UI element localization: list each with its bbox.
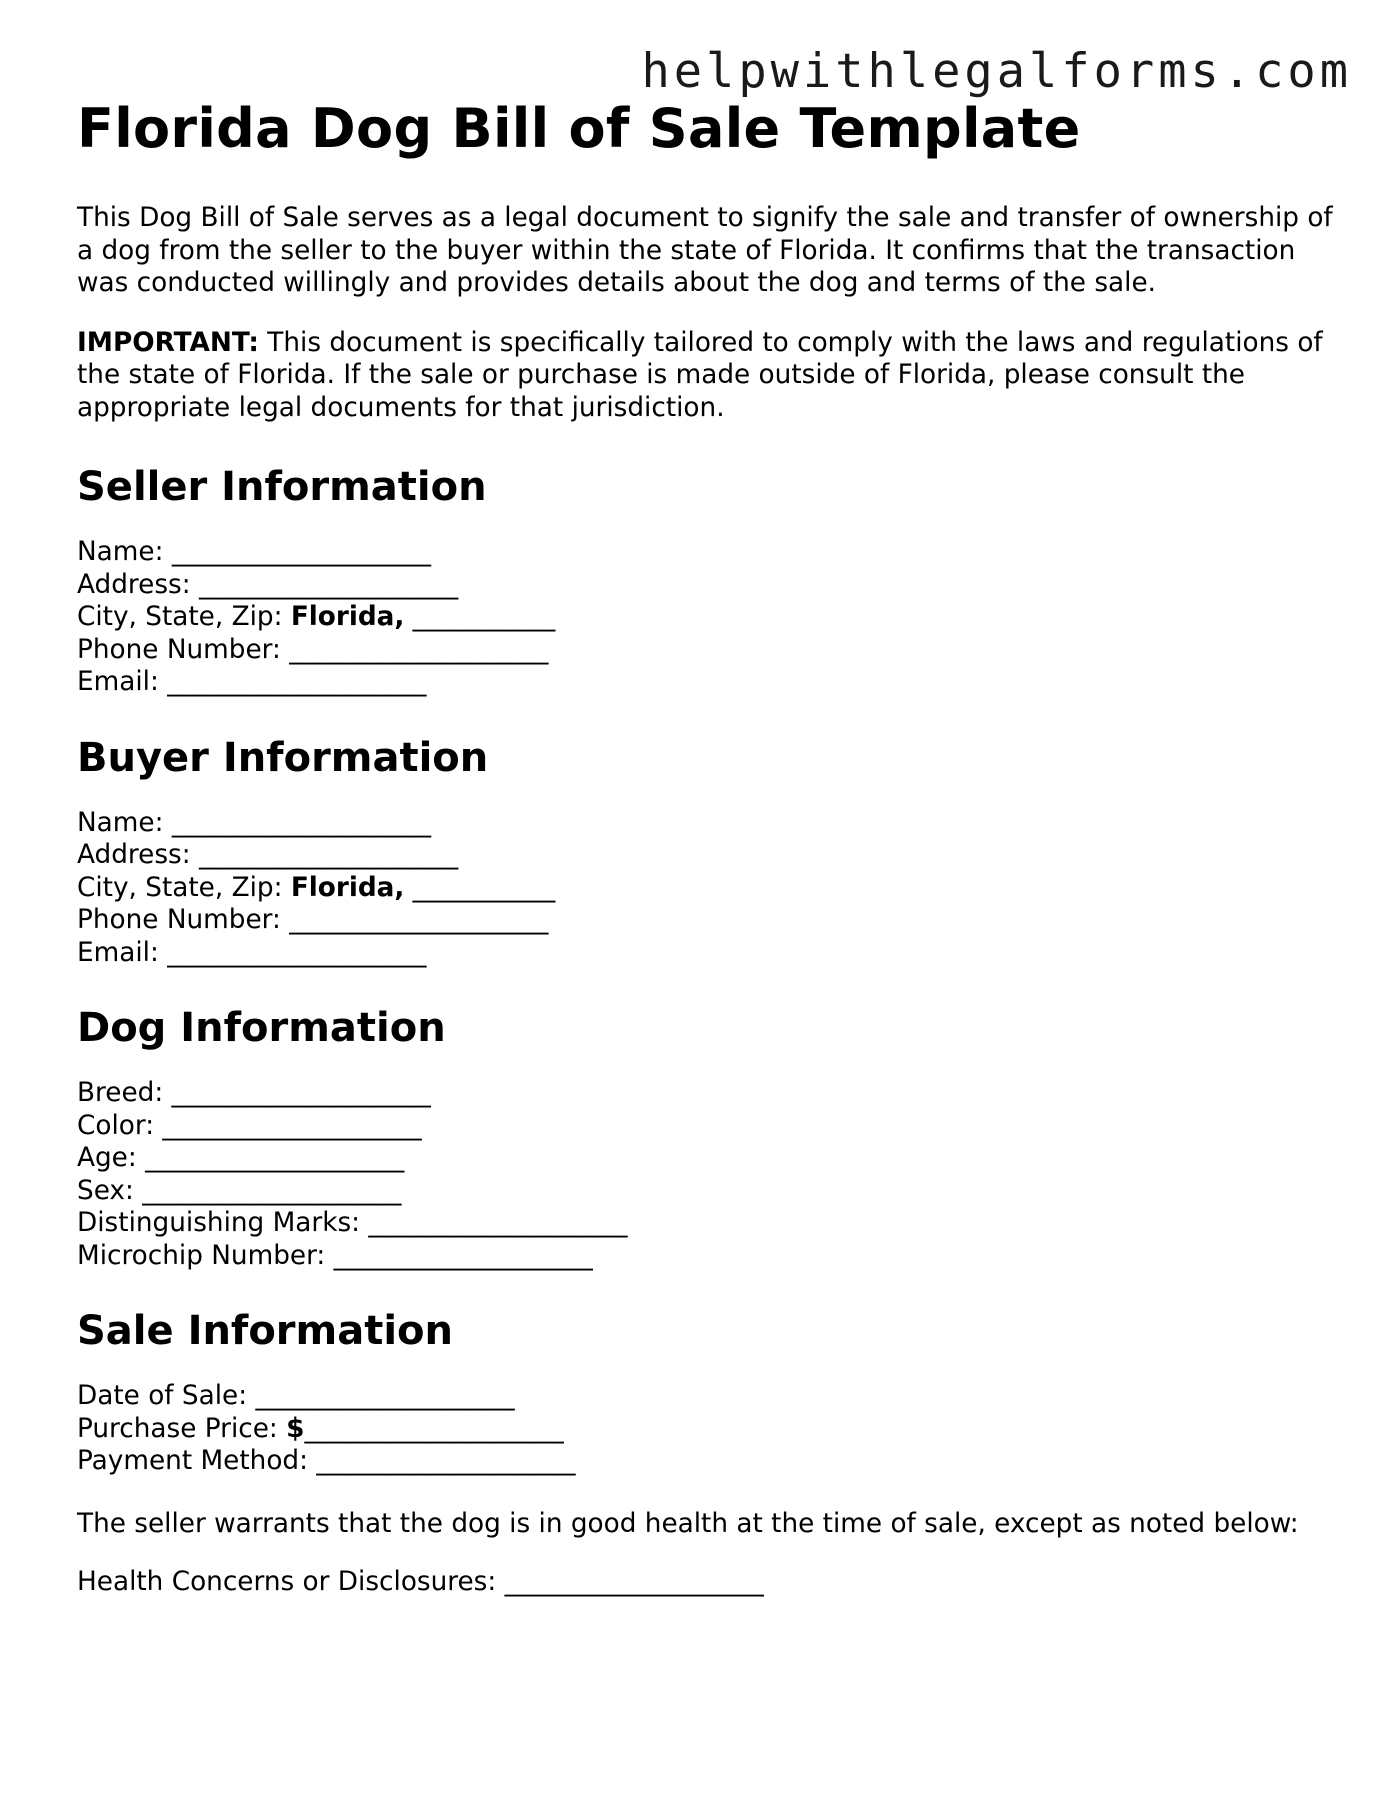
blank-line[interactable]: ____________________	[145, 1143, 405, 1173]
sale-price-field[interactable]	[77, 1413, 1337, 1446]
state-value: Florida,	[290, 872, 405, 903]
field-label: Email:	[77, 937, 168, 968]
blank-line[interactable]: ____________________	[368, 1208, 628, 1238]
field-label: Color:	[77, 1110, 163, 1141]
document-page	[77, 94, 1337, 1633]
field-label: Name:	[77, 537, 172, 567]
field-label: Microchip Number:	[77, 1240, 334, 1271]
seller-email-field[interactable]	[77, 666, 1337, 699]
dog-color-field[interactable]	[77, 1110, 1337, 1143]
buyer-phone-field[interactable]	[77, 904, 1337, 937]
buyer-city-field[interactable]	[77, 872, 1337, 905]
buyer-email-field[interactable]	[77, 937, 1337, 970]
blank-line[interactable]: ___________	[404, 872, 556, 903]
sale-method-field[interactable]	[77, 1445, 1337, 1478]
blank-line[interactable]: ____________________	[304, 1413, 564, 1444]
intro-paragraph: This Dog Bill of Sale serves as a legal document to signify the sale and transfer of ownership of a dog from the seller to the buyer within the state of Florida. It confirms that the transaction was conducted willingly and provides details about the dog and terms of the sale.	[77, 203, 1333, 298]
page-title: Florida Dog Bill of Sale Template	[77, 97, 1081, 160]
blank-line[interactable]: ____________________	[171, 1078, 431, 1108]
important-notice	[77, 327, 1337, 425]
blank-line[interactable]: ____________________	[167, 937, 427, 968]
blank-line[interactable]: ____________________	[289, 905, 549, 935]
dog-breed-field[interactable]	[77, 1077, 1337, 1110]
field-label: Phone Number:	[77, 634, 290, 665]
important-label: IMPORTANT:	[77, 327, 259, 358]
blank-line[interactable]: ____________________	[142, 1175, 402, 1206]
seller-heading: Seller Information	[77, 464, 487, 510]
warranty-paragraph: The seller warrants that the dog is in good health at the time of sale, except as noted below:	[77, 1508, 1299, 1539]
blank-line[interactable]: ___________	[404, 602, 556, 632]
blank-line[interactable]: ____________________	[167, 667, 427, 697]
seller-fields	[77, 536, 1337, 699]
field-label: Distinguishing Marks:	[77, 1208, 369, 1238]
field-label: Email:	[77, 667, 168, 697]
blank-line[interactable]: ____________________	[289, 634, 549, 665]
field-label: Age:	[77, 1143, 146, 1173]
blank-line[interactable]: ____________________	[316, 1446, 576, 1476]
sale-fields	[77, 1380, 1337, 1478]
dog-fields	[77, 1077, 1337, 1272]
seller-city-field[interactable]	[77, 601, 1337, 634]
blank-line[interactable]: ____________________	[504, 1567, 764, 1597]
dog-heading: Dog Information	[77, 1005, 446, 1051]
field-label: Payment Method:	[77, 1446, 317, 1476]
blank-line[interactable]: ____________________	[255, 1381, 515, 1411]
blank-line[interactable]: ____________________	[198, 569, 458, 600]
field-label: Health Concerns or Disclosures:	[77, 1567, 505, 1597]
blank-line[interactable]: ____________________	[333, 1240, 593, 1271]
buyer-name-field[interactable]	[77, 807, 1337, 840]
field-label: Address:	[77, 840, 199, 870]
field-label: City, State, Zip:	[77, 602, 291, 632]
site-watermark: helpwithlegalforms.com	[641, 44, 1352, 99]
sale-date-field[interactable]	[77, 1380, 1337, 1413]
field-label: Phone Number:	[77, 905, 290, 935]
buyer-address-field[interactable]	[77, 839, 1337, 872]
field-label: Breed:	[77, 1078, 172, 1108]
field-label: Name:	[77, 807, 172, 838]
buyer-heading: Buyer Information	[77, 734, 489, 781]
blank-line[interactable]: ____________________	[171, 537, 431, 567]
dollar-sign: $	[286, 1413, 305, 1444]
field-label: City, State, Zip:	[77, 872, 291, 903]
blank-line[interactable]: ____________________	[162, 1110, 422, 1141]
dog-marks-field[interactable]	[77, 1207, 1337, 1240]
seller-phone-field[interactable]	[77, 634, 1337, 667]
field-label: Address:	[77, 569, 199, 600]
important-text: This document is specifically tailored to comply with the laws and regulations of the state of Florida. If the sale or purchase is made outside of Florida, please consult the appropriate legal documents for that jurisdiction.	[77, 327, 1323, 423]
field-label: Date of Sale:	[77, 1381, 256, 1411]
dog-microchip-field[interactable]	[77, 1240, 1337, 1273]
seller-address-field[interactable]	[77, 569, 1337, 602]
buyer-fields	[77, 807, 1337, 970]
health-disclosures-field[interactable]	[77, 1566, 1337, 1599]
health-fields	[77, 1566, 1337, 1599]
dog-age-field[interactable]	[77, 1142, 1337, 1175]
dog-sex-field[interactable]	[77, 1175, 1337, 1208]
blank-line[interactable]: ____________________	[171, 807, 431, 838]
sale-heading: Sale Information	[77, 1308, 453, 1354]
blank-line[interactable]: ____________________	[198, 840, 458, 870]
seller-name-field[interactable]	[77, 536, 1337, 569]
field-label: Sex:	[77, 1175, 143, 1206]
state-value: Florida,	[290, 602, 405, 632]
field-label: Purchase Price:	[77, 1413, 287, 1444]
